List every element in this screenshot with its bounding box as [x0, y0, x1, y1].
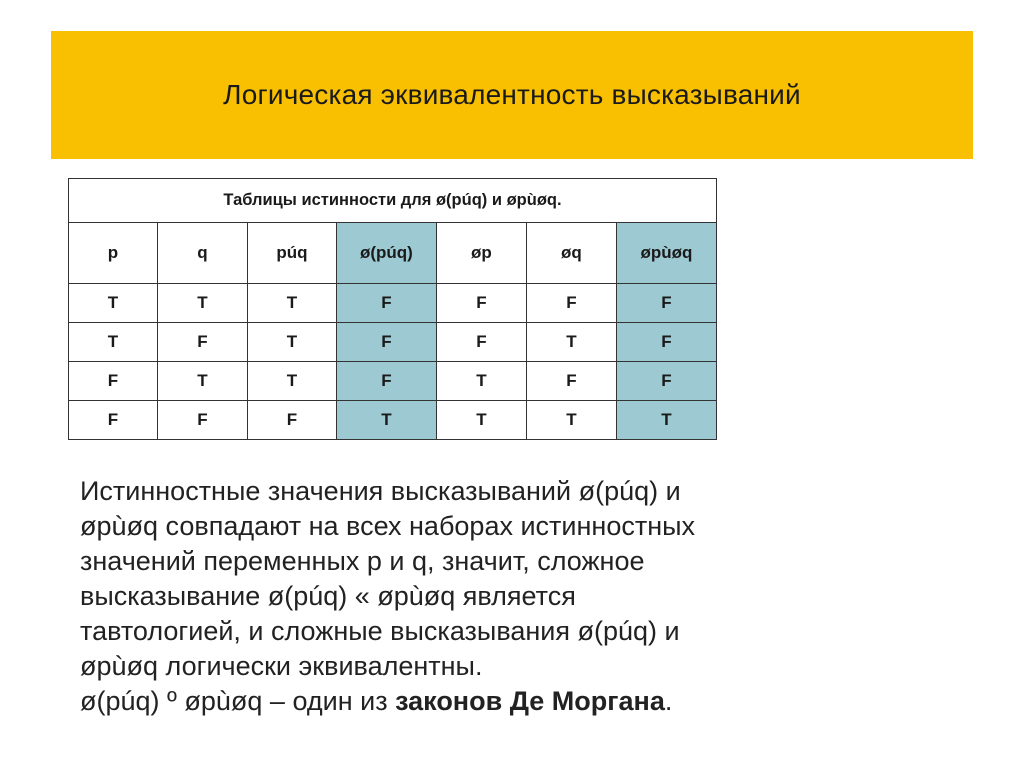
truth-table — [68, 178, 717, 440]
table-cell: F — [69, 362, 158, 401]
paragraph-line: øpùøq логически эквивалентны. — [80, 651, 483, 681]
table-cell: T — [436, 362, 526, 401]
paragraph-line: øpùøq совпадают на всех наборах истинностных — [80, 511, 696, 541]
paragraph-line: тавтологией, и сложные высказывания ø(púq) и — [80, 616, 680, 646]
header-cell: øp — [436, 223, 526, 284]
explanation-paragraph — [80, 474, 910, 719]
table-cell: T — [526, 401, 616, 440]
table-cell-highlight: F — [616, 362, 716, 401]
table-cell-highlight: T — [616, 401, 716, 440]
table-cell: F — [436, 284, 526, 323]
table-cell: T — [436, 401, 526, 440]
table-cell: T — [247, 284, 336, 323]
table-cell: T — [157, 284, 247, 323]
table-row — [69, 362, 717, 401]
table-cell: F — [526, 284, 616, 323]
caption-prefix: Таблицы истинности для — [223, 191, 436, 209]
table-cell-highlight: F — [616, 284, 716, 323]
header-cell: q — [157, 223, 247, 284]
table-cell: F — [436, 323, 526, 362]
slide-title: Логическая эквивалентность высказываний — [223, 79, 801, 110]
de-morgan-laws-term: законов Де Моргана — [395, 686, 665, 716]
header-cell: p — [69, 223, 158, 284]
table-cell-highlight: F — [336, 362, 436, 401]
paragraph-line: значений переменных p и q, значит, сложное — [80, 546, 645, 576]
table-cell: F — [69, 401, 158, 440]
table-cell-highlight: T — [336, 401, 436, 440]
table-cell: T — [247, 362, 336, 401]
table-cell: F — [157, 401, 247, 440]
paragraph-line-de-morgan — [80, 684, 910, 719]
title-band — [51, 31, 973, 159]
table-cell: T — [157, 362, 247, 401]
table-cell: T — [69, 323, 158, 362]
line-end-period: . — [664, 686, 673, 716]
table-cell: T — [247, 323, 336, 362]
table-cell-highlight: F — [336, 284, 436, 323]
caption-expr2: øpùøq. — [506, 191, 562, 209]
caption-expr1: ø(púq) — [435, 191, 488, 209]
truth-table-caption-row — [69, 179, 717, 223]
header-cell: púq — [247, 223, 336, 284]
truth-table-header-row — [69, 223, 717, 284]
table-row — [69, 323, 717, 362]
table-cell-highlight: F — [336, 323, 436, 362]
table-cell: F — [157, 323, 247, 362]
table-cell: F — [526, 362, 616, 401]
header-cell: øq — [526, 223, 616, 284]
paragraph-line: высказывание ø(púq) « øpùøq является — [80, 581, 576, 611]
caption-and: и — [487, 191, 507, 209]
de-morgan-formula: ø(púq) º øpùøq – один из — [80, 686, 396, 716]
header-cell-highlight: øpùøq — [616, 223, 716, 284]
table-cell: T — [69, 284, 158, 323]
table-cell: F — [247, 401, 336, 440]
table-row — [69, 284, 717, 323]
table-row — [69, 401, 717, 440]
header-cell-highlight: ø(púq) — [336, 223, 436, 284]
truth-table-caption — [69, 179, 717, 223]
table-cell-highlight: F — [616, 323, 716, 362]
table-cell: T — [526, 323, 616, 362]
paragraph-line: Истинностные значения высказываний ø(púq) и — [80, 476, 681, 506]
